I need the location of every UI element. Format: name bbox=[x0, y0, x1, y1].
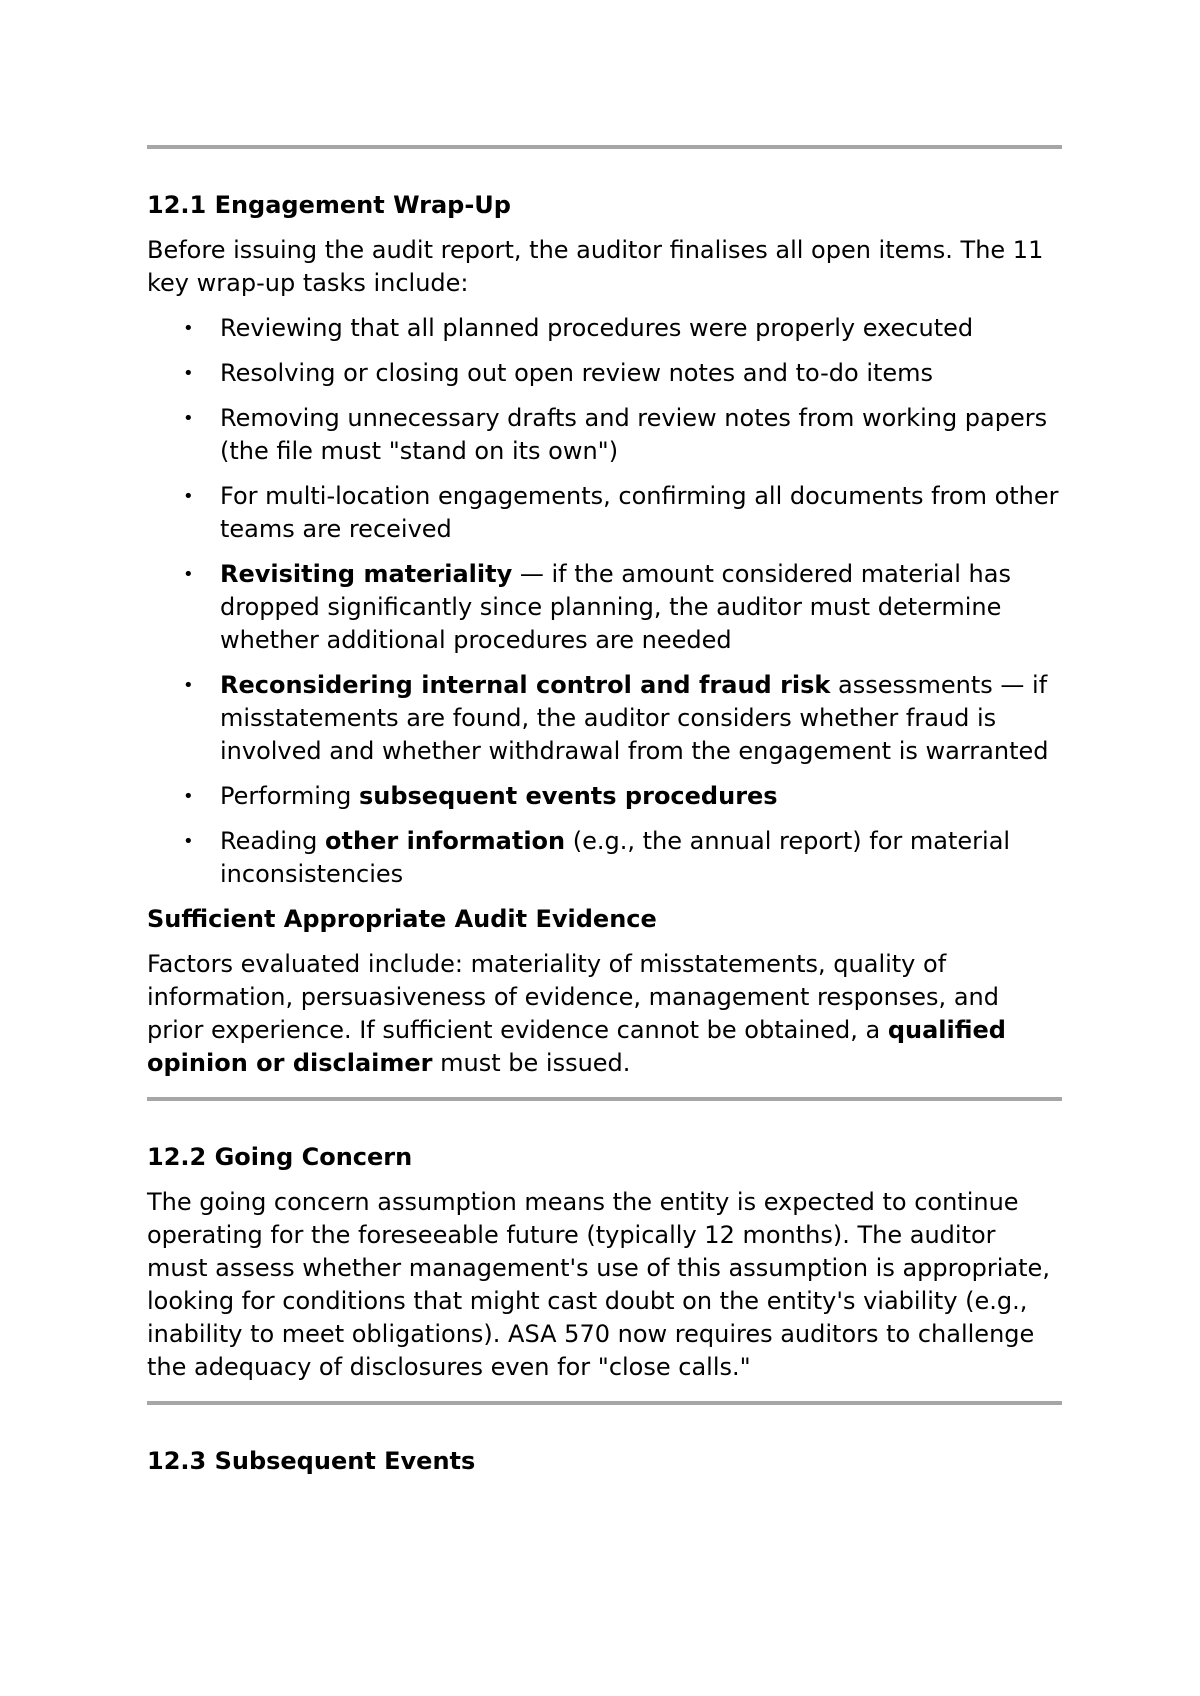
wrapup-intro: Before issuing the audit report, the auditor finalises all open items. The 11 key wrap-up tasks include: bbox=[147, 236, 1044, 297]
list-item bbox=[147, 480, 1062, 546]
bullet-icon: • bbox=[183, 318, 194, 339]
list-item-emphasis: other information bbox=[325, 827, 566, 855]
list-item-emphasis: subsequent events procedures bbox=[358, 782, 778, 810]
subheading-audit-evidence: Sufficient Appropriate Audit Evidence bbox=[147, 905, 657, 933]
bullet-icon: • bbox=[183, 831, 194, 852]
going-concern-paragraph: The going concern assumption means the entity is expected to continue operating for the foreseeable future (typically 12 months). The auditor must assess whether management's use of this assumption is appropriate, looking for conditions that might cast doubt on the entity's viability (e.g., inability to meet obligations). ASA 570 now requires auditors to challenge the adequacy of disclosures even for "close calls." bbox=[147, 1188, 1050, 1381]
list-item-text-post: assessments — if misstatements are found, the auditor considers whether fraud is involved and whether withdrawal from the engagement is warranted bbox=[220, 671, 1049, 765]
list-item bbox=[147, 669, 1062, 768]
list-item-text-post: (e.g., the annual report) for material inconsistencies bbox=[220, 827, 1011, 888]
list-item bbox=[147, 558, 1062, 657]
list-item-emphasis: Revisiting materiality bbox=[220, 560, 513, 588]
section-title-12-2: 12.2 Going Concern bbox=[147, 1143, 413, 1171]
bullet-icon: • bbox=[183, 486, 194, 507]
list-item bbox=[147, 780, 1062, 813]
list-item bbox=[147, 357, 1062, 390]
list-item-text-pre: Performing bbox=[220, 782, 359, 810]
list-item bbox=[147, 312, 1062, 345]
paragraph-text-pre: Factors evaluated include: materiality of misstatements, quality of information, persuasiveness of evidence, management responses, and prior experience. If sufficient evidence cannot be obtained, a bbox=[147, 950, 999, 1044]
list-item-text: Reviewing that all planned procedures were properly executed bbox=[220, 314, 974, 342]
section-title-12-1: 12.1 Engagement Wrap-Up bbox=[147, 191, 511, 219]
audit-evidence-paragraph bbox=[147, 948, 1062, 1080]
list-item-text-post: — if the amount considered material has dropped significantly since planning, the auditor must determine whether additional procedures are needed bbox=[220, 560, 1011, 654]
document-page bbox=[147, 145, 1062, 1478]
list-item-emphasis: Reconsidering internal control and fraud risk bbox=[220, 671, 831, 699]
wrapup-task-list bbox=[147, 312, 1062, 891]
paragraph-emphasis: qualified opinion or disclaimer bbox=[147, 1016, 1006, 1077]
list-item-text: Resolving or closing out open review notes and to-do items bbox=[220, 359, 934, 387]
list-item-text-pre: Reading bbox=[220, 827, 326, 855]
bullet-icon: • bbox=[183, 408, 194, 429]
bullet-icon: • bbox=[183, 564, 194, 585]
bullet-icon: • bbox=[183, 675, 194, 696]
list-item-text: Removing unnecessary drafts and review notes from working papers (the file must "stand on its own") bbox=[220, 404, 1048, 465]
bullet-icon: • bbox=[183, 786, 194, 807]
bullet-icon: • bbox=[183, 363, 194, 384]
list-item-text: For multi-location engagements, confirming all documents from other teams are received bbox=[220, 482, 1059, 543]
section-title-12-3: 12.3 Subsequent Events bbox=[147, 1447, 476, 1475]
list-item bbox=[147, 402, 1062, 468]
paragraph-text-post: must be issued. bbox=[432, 1049, 631, 1077]
list-item bbox=[147, 825, 1062, 891]
